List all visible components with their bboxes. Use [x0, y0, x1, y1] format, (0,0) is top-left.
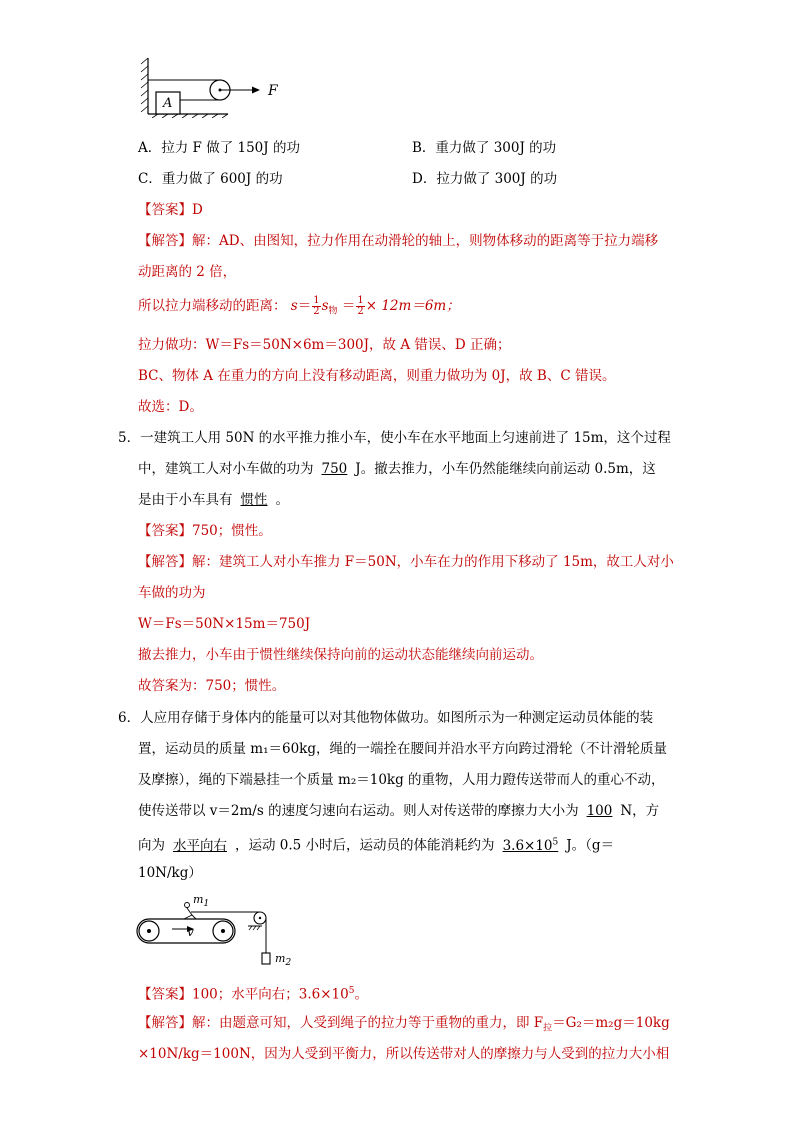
- answer-value: D: [192, 202, 203, 218]
- q4-explain-3: 拉力做功：W＝Fs＝50N×6m＝300J，故 A 错误、D 正确；: [138, 337, 511, 353]
- q6-line-4: 使传送带以 v＝2m/s 的速度匀速向右运动。则人对传送带的摩擦力大小为 100 N，方: [138, 803, 660, 819]
- label-F: F: [268, 83, 278, 99]
- q6-answer: 【答案】100；水平向右；$3.6\times 10^5$。: [138, 986, 368, 1003]
- conveyor-figure: [136, 895, 286, 970]
- q5-explain-2: 车做的功为: [138, 585, 206, 601]
- pulley-figure: [138, 56, 288, 118]
- answer-tag: 【答案】: [138, 202, 192, 218]
- q5-explain-5: 故答案为：750；惯性。: [138, 678, 286, 694]
- q6-blank-3: $3.6\times 10^5$: [502, 837, 559, 854]
- option-d: D．拉力做了 300J 的功: [412, 171, 558, 187]
- q4-explain-5: 故选：D。: [138, 399, 203, 415]
- q5-explain-4: 撤去推力，小车由于惯性继续保持向前的运动状态能继续向前运动。: [138, 647, 543, 663]
- option-a: A．拉力 F 做了 150J 的功: [138, 140, 300, 156]
- q6-explain-1: 【解答】解：由题意可知，人受到绳子的拉力等于重物的重力，即 $F_拉=G_2=m_2g=10kg$: [138, 1015, 670, 1034]
- q5-explain-1: 【解答】解：建筑工人对小车推力 F＝50N，小车在力的作用下移动了 15m，故工人对小: [138, 554, 674, 570]
- q6-line-1: 6．人应用存储于身体内的能量可以对其他物体做功。如图所示为一种测定运动员体能的装: [118, 710, 654, 726]
- q6-line-5: 向为 水平向右 ，运动 0.5 小时后，运动员的体能消耗约为 $3.6\times 10^5$ J。（g＝: [138, 837, 615, 854]
- q6-blank-1: 100: [586, 803, 613, 819]
- q4-explain-2: 所以拉力端移动的距离： s＝ $\frac{1}{2}$ $s_物$ ＝ $\frac{1}{2}$ × 12m＝6m；: [138, 295, 460, 317]
- label-m2: $m_2$: [275, 952, 292, 969]
- fraction-half: $\frac{1}{2}$: [313, 295, 320, 317]
- q5-line-1: 5．一建筑工人用 50N 的水平推力推小车，使小车在水平地面上匀速前进了 15m，这个过程: [118, 430, 671, 446]
- q6-line-3: 及摩擦），绳的下端悬挂一个质量 m₂＝10kg 的重物，人用力蹬传送带而人的重心不动，: [138, 772, 665, 788]
- q5-line-3: 是由于小车具有 惯性 。: [138, 492, 289, 508]
- q5-explain-3: W＝Fs＝50N×15m＝750J: [138, 616, 311, 632]
- q5-line-2: 中，建筑工人对小车做的功为 750 J。撤去推力，小车仍然能继续向前运动 0.5m，这: [138, 461, 656, 477]
- label-A: A: [163, 96, 173, 111]
- q6-line-2: 置，运动员的质量 m₁＝60kg，绳的一端拴在腰间并沿水平方向跨过滑轮（不计滑轮质量: [138, 741, 668, 757]
- q5-number: 5．: [118, 430, 141, 446]
- q6-explain-2: ×10N/kg＝100N，因为人受到平衡力，所以传送带对人的摩擦力与人受到的拉力大小相: [138, 1046, 670, 1062]
- option-c: C．重力做了 600J 的功: [138, 171, 283, 187]
- option-b: B．重力做了 300J 的功: [412, 140, 557, 156]
- q4-explain-4: BC、物体 A 在重力的方向上没有移动距离，则重力做功为 0J，故 B、C 错误。: [138, 368, 616, 384]
- q6-blank-2: 水平向右: [173, 837, 227, 854]
- q5-blank-1: 750: [321, 461, 348, 477]
- explain-tag: 【解答】: [138, 233, 192, 249]
- q6-number: 6．: [118, 710, 141, 726]
- q4-explain-1b: 动距离的 2 倍，: [138, 264, 237, 280]
- label-m1: $m_1$: [193, 893, 210, 910]
- fraction-half-2: $\frac{1}{2}$: [357, 295, 364, 317]
- q5-blank-2: 惯性: [240, 492, 268, 508]
- q4-explain-1a: 【解答】解：AD、由图知，拉力作用在动滑轮的轴上，则物体移动的距离等于拉力端移: [138, 233, 659, 249]
- q4-answer: [138, 200, 203, 220]
- label-v: v: [187, 925, 194, 939]
- q6-line-6: 10N/kg）: [138, 865, 202, 881]
- q5-answer: 【答案】750；惯性。: [138, 523, 272, 539]
